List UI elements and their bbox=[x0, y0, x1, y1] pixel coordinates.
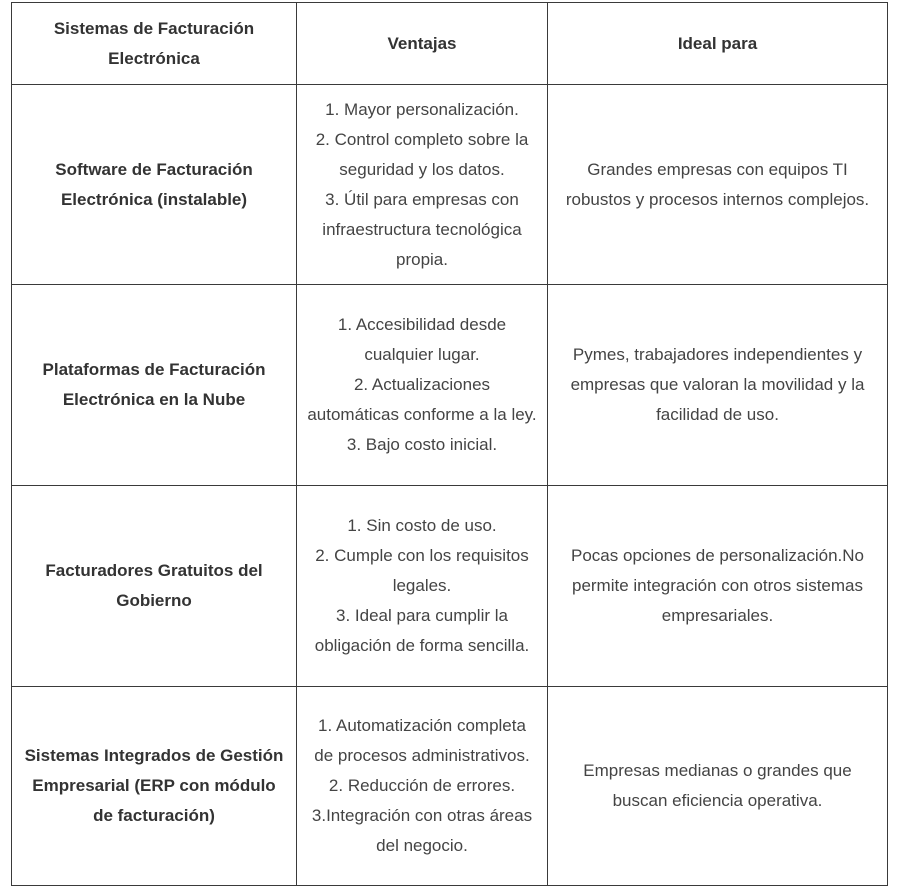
advantage-item: 2. Reducción de errores. bbox=[328, 776, 516, 795]
ideal-for-cell: Empresas medianas o grandes que buscan eficiencia operativa. bbox=[548, 687, 888, 886]
table-row bbox=[12, 486, 888, 687]
table-row bbox=[12, 687, 888, 886]
advantage-item: 1. Mayor personalización. bbox=[325, 99, 519, 119]
table-row bbox=[12, 285, 888, 486]
ideal-for-cell: Grandes empresas con equipos TI robustos y procesos internos complejos. bbox=[548, 85, 888, 285]
system-name-cell: Plataformas de Facturación Electrónica en la Nube bbox=[12, 285, 297, 486]
header-row bbox=[12, 3, 888, 85]
advantages-cell bbox=[297, 486, 548, 687]
advantages-cell bbox=[297, 85, 548, 285]
advantage-item: 1. Automatización completa de procesos administrativos. bbox=[314, 716, 530, 765]
advantage-item: 1. Sin costo de uso. bbox=[347, 516, 497, 535]
advantage-item: 2. Actualizaciones automáticas conforme a la ley. bbox=[307, 375, 537, 424]
header-system: Sistemas de Facturación Electrónica bbox=[12, 3, 297, 85]
header-advantages: Ventajas bbox=[297, 3, 548, 85]
advantage-item: 1. Accesibilidad desde cualquier lugar. bbox=[337, 315, 507, 364]
advantage-item: 3.Integración con otras áreas del negocio. bbox=[311, 806, 533, 855]
advantage-item: 3. Ideal para cumplir la obligación de forma sencilla. bbox=[314, 606, 530, 655]
advantage-item: 2. Control completo sobre la seguridad y los datos. bbox=[315, 129, 529, 179]
advantages-cell bbox=[297, 285, 548, 486]
advantage-item: 2. Cumple con los requisitos legales. bbox=[315, 546, 529, 595]
system-name-cell: Software de Facturación Electrónica (instalable) bbox=[12, 85, 297, 285]
advantage-item: 3. Útil para empresas con infraestructura tecnológica propia. bbox=[322, 189, 522, 269]
advantage-item: 3. Bajo costo inicial. bbox=[346, 435, 498, 454]
advantages-cell bbox=[297, 687, 548, 886]
system-name-cell: Facturadores Gratuitos del Gobierno bbox=[12, 486, 297, 687]
table-row bbox=[12, 85, 888, 285]
comparison-table bbox=[11, 2, 888, 886]
ideal-for-cell: Pymes, trabajadores independientes y empresas que valoran la movilidad y la facilidad de uso. bbox=[548, 285, 888, 486]
system-name-cell: Sistemas Integrados de Gestión Empresarial (ERP con módulo de facturación) bbox=[12, 687, 297, 886]
ideal-for-cell: Pocas opciones de personalización.No permite integración con otros sistemas empresariales. bbox=[548, 486, 888, 687]
header-ideal: Ideal para bbox=[548, 3, 888, 85]
